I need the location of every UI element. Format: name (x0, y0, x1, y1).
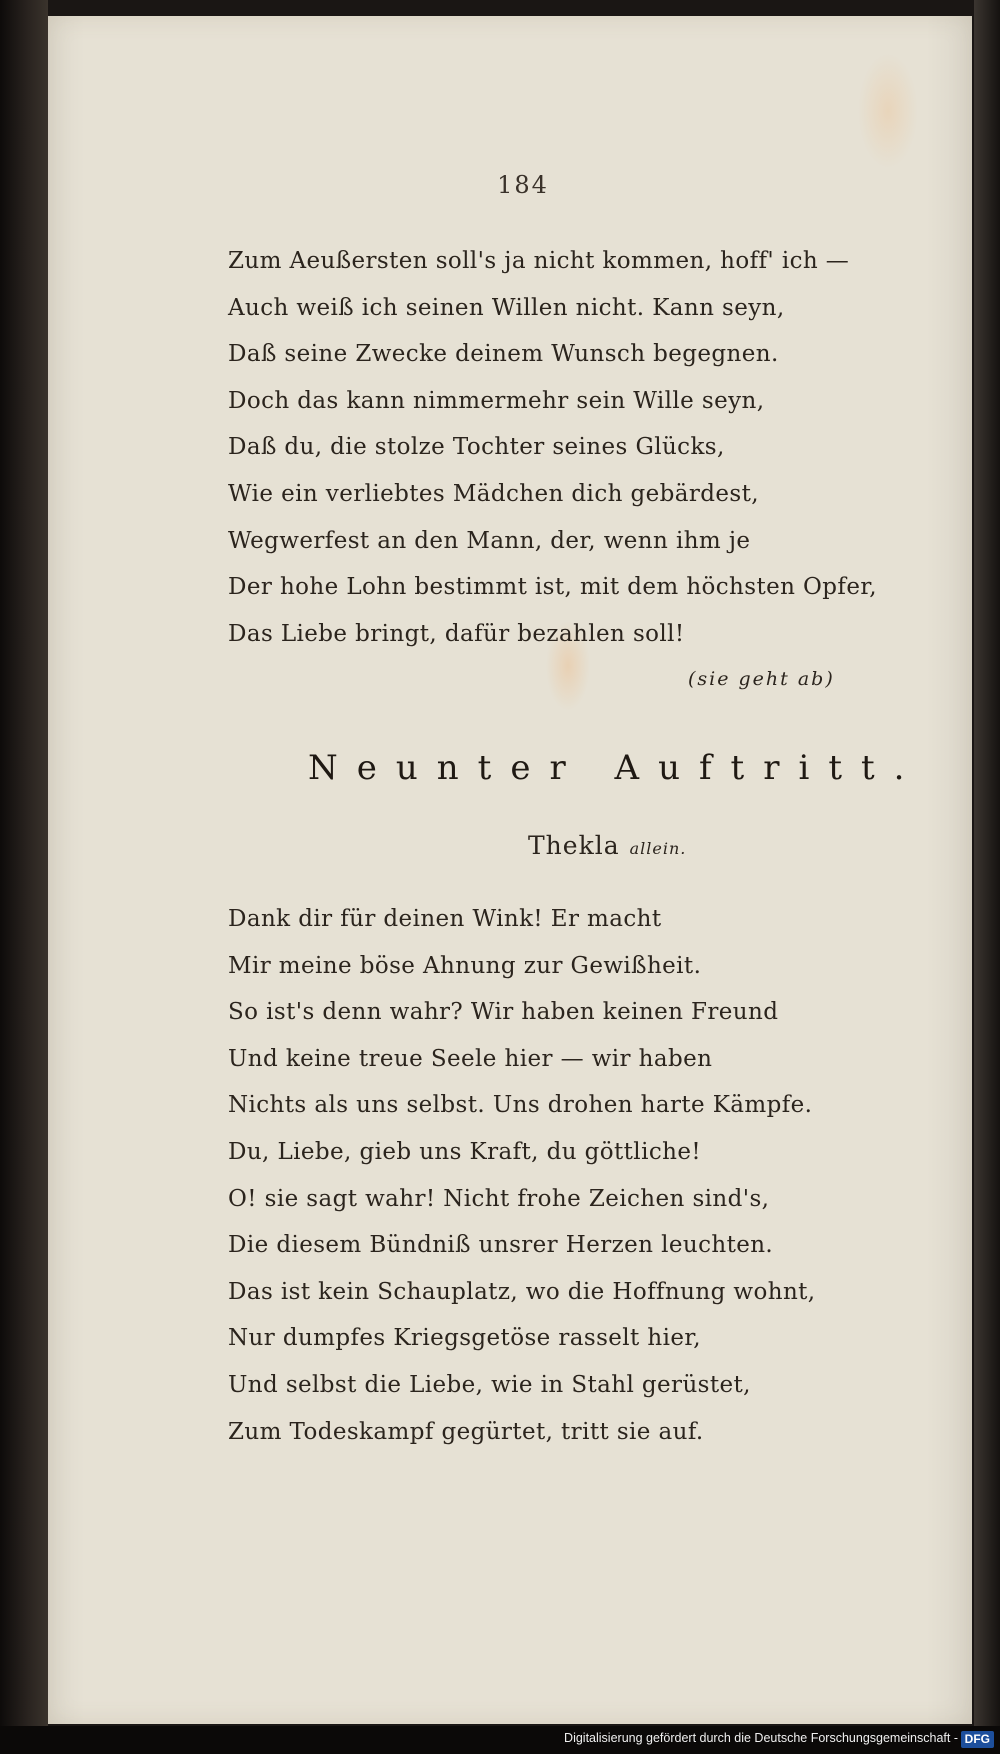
second-passage (228, 896, 816, 1455)
page-number: 184 (497, 171, 549, 199)
footer-credit: Digitalisierung gefördert durch die Deutsche Forschungsgemeinschaft - (564, 1731, 958, 1745)
verse-line: Die diesem Bündniß unsrer Herzen leuchten. (228, 1232, 774, 1259)
verse-line: O! sie sagt wahr! Nicht frohe Zeichen sind's, (228, 1185, 770, 1212)
verse-line: Nichts als uns selbst. Uns drohen harte Kämpfe. (228, 1092, 813, 1119)
verse-line: Wegwerfest an den Mann, der, wenn ihm je (228, 527, 751, 554)
verse-line: Das ist kein Schauplatz, wo die Hoffnung wohnt, (228, 1278, 816, 1305)
verse-line: Daß du, die stolze Tochter seines Glücks, (228, 434, 725, 461)
book-page (48, 16, 972, 1724)
dfg-logo: DFG (961, 1731, 994, 1748)
verse-line: Daß seine Zwecke deinem Wunsch begegnen. (228, 341, 779, 368)
stage-direction: (sie geht ab) (688, 668, 835, 690)
verse-line: Nur dumpfes Kriegsgetöse rasselt hier, (228, 1325, 701, 1352)
book-spine-left (0, 0, 48, 1726)
book-edge-right (974, 0, 1000, 1726)
speaker-name: Thekla (528, 831, 620, 860)
verse-line: Und selbst die Liebe, wie in Stahl gerüstet, (228, 1371, 751, 1398)
verse-line: Doch das kann nimmermehr sein Wille seyn, (228, 387, 765, 414)
verse-line: Mir meine böse Ahnung zur Gewißheit. (228, 952, 702, 979)
verse-line: So ist's denn wahr? Wir haben keinen Freund (228, 999, 779, 1026)
first-passage (228, 238, 877, 657)
verse-line: Wie ein verliebtes Mädchen dich gebärdest, (228, 480, 759, 507)
verse-line: Zum Aeußersten soll's ja nicht kommen, hoff' ich — (228, 248, 850, 274)
verse-line: Auch weiß ich seinen Willen nicht. Kann seyn, (228, 294, 785, 321)
verse-line: Zum Todeskampf gegürtet, tritt sie auf. (228, 1418, 704, 1445)
speaker-note: allein. (629, 839, 687, 858)
verse-line: Das Liebe bringt, dafür bezahlen soll! (228, 620, 685, 647)
speaker-line (528, 831, 686, 860)
verse-line: Der hohe Lohn bestimmt ist, mit dem höchsten Opfer, (228, 574, 877, 601)
verse-line: Du, Liebe, gieb uns Kraft, du göttliche! (228, 1138, 701, 1165)
verse-line: Dank dir für deinen Wink! Er macht (228, 906, 662, 932)
footer-bar (0, 1726, 1000, 1754)
verse-line: Und keine treue Seele hier — wir haben (228, 1045, 713, 1072)
scene-heading: Neunter Auftritt. (308, 748, 924, 788)
